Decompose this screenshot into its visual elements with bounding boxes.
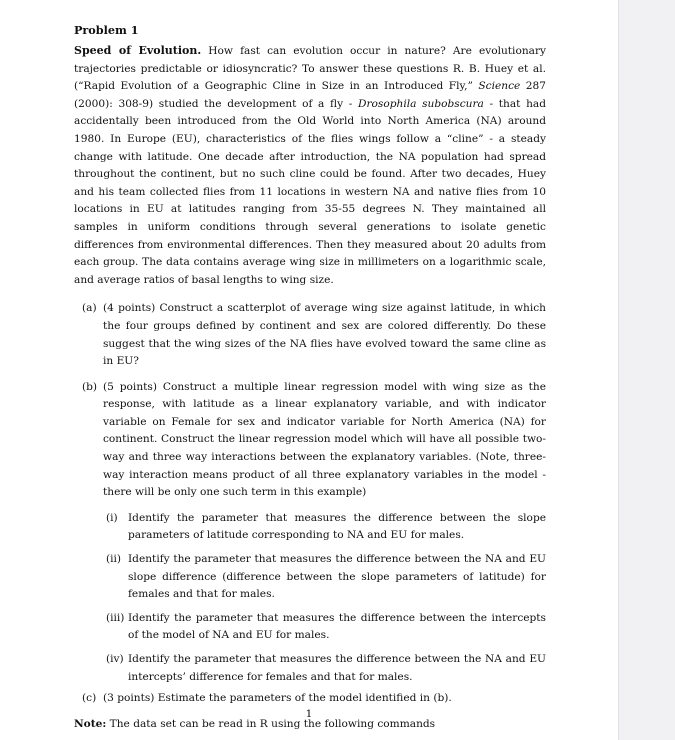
question-b-iv-text: Identify the parameter that measures the difference between the NA and EU intercepts’ difference for females and that for males. (128, 653, 546, 683)
question-b-iii (74, 610, 546, 645)
intro-lead: Speed of Evolution. (74, 44, 202, 57)
question-c-text: (3 points) Estimate the parameters of the model identified in (b). (103, 692, 452, 705)
intro-text-part3: - that had accidentally been introduced from the Old World into North America (NA) around 1980. In Europe (EU), characteristics of the flies wings follow a “cline” - a steady change with latitude. One decade after introduction, the NA population had spread throughout the continent, but no such cline could be found. After two decades, Huey and his team collected flies from 11 locations in western NA and native flies from 10 locations in EU at latitudes ranging from 35-55 degrees N. They maintained all samples in uniform conditions through several generations to isolate genetic differences from environmental differences. Then they measured about 20 adults from each group. The data contains average wing size in millimeters on a logarithmic scale, and average ratios of basal lengths to wing size. (74, 97, 547, 286)
question-b-iii-label: (iii) (106, 611, 125, 624)
question-list (74, 300, 546, 707)
page-number: 1 (305, 708, 313, 720)
question-a-label: (a) (82, 302, 97, 315)
note-lead: Note: (74, 717, 107, 730)
question-b-i (74, 510, 546, 545)
intro-text-part1: How fast can evolution occur in nature? Are evolutionary trajectories predictable or idiosyncratic? To answer these questions R. B. Huey et al. (“Rapid Evolution of a Geographic Cline in Size in an Introduced Fly,” (74, 45, 547, 93)
species-name: Drosophila subobscura (357, 97, 484, 110)
problem-title: Problem 1 (74, 23, 139, 37)
question-a (74, 300, 546, 370)
question-b-iv (74, 651, 546, 686)
question-b-ii-label: (ii) (106, 553, 122, 566)
intro-text-part2: 287 (2000): 308-9) studied the development of a fly - (74, 80, 546, 110)
question-b-text: (5 points) Construct a multiple linear regression model with wing size as the response, with latitude as a linear explanatory variable, and with indicator variable on Female for sex and indicator variable for North America (NA) for continent. Construct the linear regression model which will have all possible two-way and three way interactions between the explanatory variables. (Note, three-way interaction means product of all three explanatory variables in the model - there will be only one such term in this example) (103, 380, 546, 499)
question-b-i-text: Identify the parameter that measures the difference between the slope parameters of latitude corresponding to NA and EU for males. (128, 511, 546, 542)
question-a-text: (4 points) Construct a scatterplot of average wing size against latitude, in which the four groups defined by continent and sex are colored differently. Do these suggest that the wing sizes of the NA flies have evolved toward the same cline as in EU? (103, 302, 546, 368)
question-c (74, 690, 546, 708)
question-b (74, 379, 546, 502)
question-b-i-label: (i) (106, 511, 118, 524)
question-b-iv-label: (iv) (106, 653, 124, 665)
question-c-label: (c) (82, 692, 97, 705)
journal-name: Science (478, 80, 521, 93)
question-b-ii (74, 551, 546, 604)
question-b-iii-text: Identify the parameter that measures the difference between the intercepts of the model of NA and EU for males. (128, 611, 546, 642)
note-text: The data set can be read in R using the following commands (106, 717, 436, 730)
problem-content (74, 22, 546, 733)
question-b-label: (b) (82, 380, 98, 393)
question-b-ii-text: Identify the parameter that measures the difference between the NA and EU slope difference (difference between the slope parameters of latitude) for females and that for males. (128, 553, 546, 601)
problem-intro (74, 42, 546, 289)
viewer-side-panel (618, 0, 675, 740)
